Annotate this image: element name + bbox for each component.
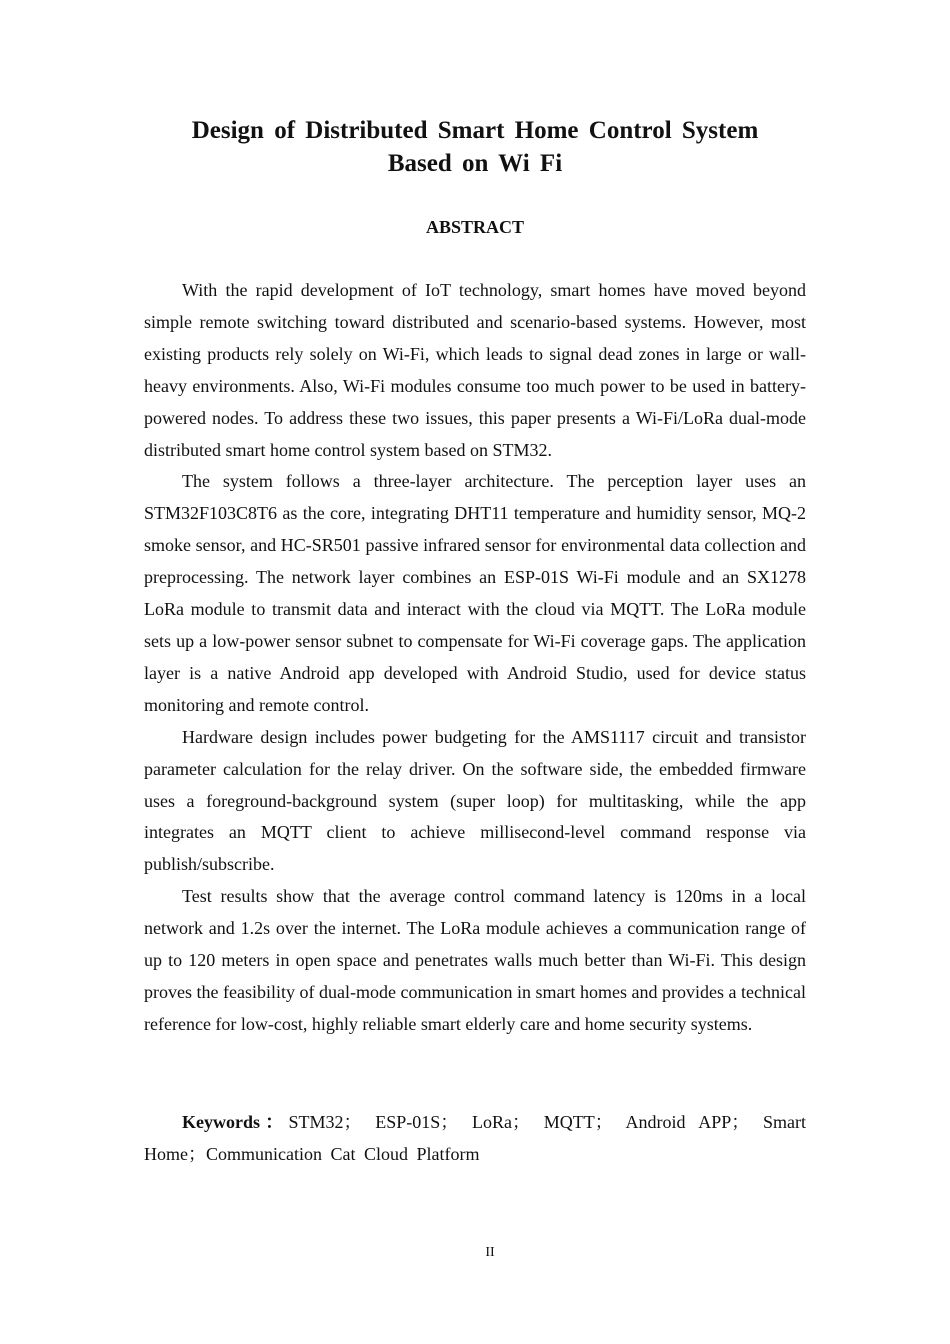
keywords-line	[144, 1106, 806, 1170]
keywords-list: STM32； ESP-01S； LoRa； MQTT； Android APP； Smart Home；Communication Cat Cloud Platform	[144, 1112, 806, 1164]
title-line-2: Based on Wi Fi	[387, 150, 563, 177]
abstract-paragraph-1: With the rapid development of IoT technology, smart homes have moved beyond simple remote switching toward distributed and scenario-based systems. However, most existing products rely solely on Wi-Fi, which leads to signal dead zones in large or wall-heavy environments. Also, Wi-Fi modules consume too much power to be used in battery-powered nodes. To address these two issues, this paper presents a Wi-Fi/LoRa dual-mode distributed smart home control system based on STM32.	[144, 280, 806, 460]
keywords-label: Keywords：	[182, 1112, 289, 1132]
document-title	[144, 114, 806, 180]
title-line-1: Design of Distributed Smart Home Control System	[191, 117, 759, 144]
page-number: II	[485, 1245, 495, 1260]
abstract-heading: ABSTRACT	[425, 217, 525, 237]
abstract-paragraph-4: Test results show that the average control command latency is 120ms in a local network and 1.2s over the internet. The LoRa module achieves a communication range of up to 120 meters in open space and penetrates walls much better than Wi-Fi. This design proves the feasibility of dual-mode communication in smart homes and provides a technical reference for low-cost, highly reliable smart elderly care and home security systems.	[144, 886, 806, 1034]
abstract-paragraph-3: Hardware design includes power budgeting for the AMS1117 circuit and transistor parameter calculation for the relay driver. On the software side, the embedded firmware uses a foreground-background system (super loop) for multitasking, while the app integrates an MQTT client to achieve millisecond-level command response via publish/subscribe.	[144, 726, 806, 875]
abstract-body	[144, 275, 806, 1041]
abstract-paragraph-2: The system follows a three-layer architecture. The perception layer uses an STM32F103C8T6 as the core, integrating DHT11 temperature and humidity sensor, MQ-2 smoke sensor, and HC-SR501 passive infrared sensor for environmental data collection and preprocessing. The network layer combines an ESP-01S Wi-Fi module and an SX1278 LoRa module to transmit data and interact with the cloud via MQTT. The LoRa module sets up a low-power sensor subnet to compensate for Wi-Fi coverage gaps. The application layer is a native Android app developed with Android Studio, used for device status monitoring and remote control.	[144, 471, 806, 715]
